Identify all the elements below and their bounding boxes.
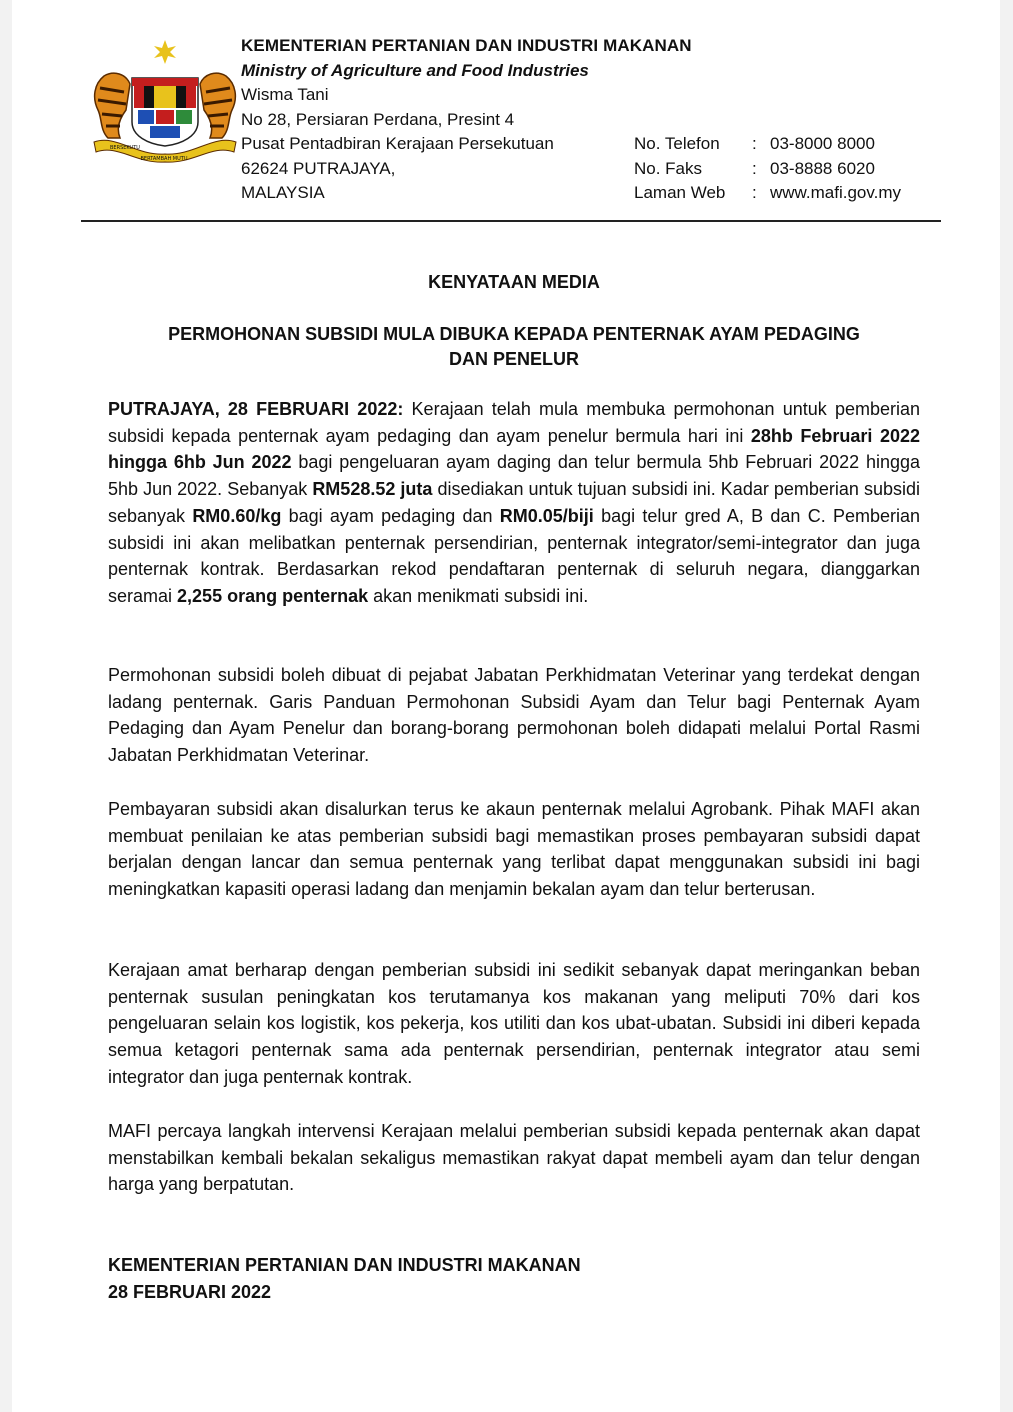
bold-amount: RM528.52 juta [312, 479, 433, 500]
document-title [108, 322, 920, 372]
address-line: Pusat Pentadbiran Kerajaan Persekutuan [241, 134, 554, 153]
paragraph-2 [108, 662, 920, 769]
contact-value: www.mafi.gov.my [770, 183, 901, 202]
contact-value: 03-8000 8000 [770, 134, 875, 153]
text-run: bagi telur gred A, B dan C. Pemberian subsidi ini akan melibatkan penternak persendirian, penternak integrator/semi-integrator dan juga penternak kontrak. Berdasarkan rekod pendaftaran penternak di seluruh negara, dianggarkan seramai [108, 505, 920, 606]
document-page [12, 0, 1000, 1412]
contact-label: No. Faks [634, 158, 703, 178]
address-line: Wisma Tani [241, 85, 329, 104]
contact-website [634, 181, 901, 206]
ministry-name-english: Ministry of Agriculture and Food Industries [241, 60, 589, 80]
contact-label: Laman Web [634, 183, 726, 202]
contact-fax [634, 157, 901, 182]
text-run: disediakan untuk tujuan subsidi ini. Kadar pemberian subsidi sebanyak [108, 479, 920, 526]
text-run: akan menikmati subsidi ini. [368, 585, 589, 606]
dateline: PUTRAJAYA, 28 FEBRUARI 2022: [108, 399, 404, 419]
bold-rate-chicken: RM0.60/kg [192, 505, 282, 526]
bold-rate-egg: RM0.05/biji [499, 505, 594, 526]
signoff [108, 1252, 581, 1306]
contact-separator: : [752, 183, 757, 202]
contact-value: 03-8888 6020 [770, 158, 875, 178]
contact-label: No. Telefon [634, 134, 720, 153]
paragraph-text: Pembayaran subsidi akan disalurkan terus ke akaun penternak melalui Agrobank. Pihak MAFI akan membuat penilaian ke atas pemberian subsidi bagi memastikan proses pembayaran subsidi dapat berjalan dengan lancar dan semua penternak yang terlibat dapat menggunakan subsidi ini bagi meningkatkan kapasiti operasi ladang dan menjamin bekalan ayam dan telur berterusan. [108, 799, 920, 900]
contact-separator: : [752, 158, 757, 178]
title-line: DAN PENELUR [448, 349, 579, 369]
header-divider [81, 220, 941, 222]
text-run: bagi pengeluaran ayam daging dan telur bermula 5hb Februari 2022 hingga 5hb Jun 2022. Sebanyak [108, 452, 920, 500]
contact-separator: : [752, 134, 757, 153]
paragraph-1 [108, 396, 920, 610]
signoff-org: KEMENTERIAN PERTANIAN DAN INDUSTRI MAKANAN [108, 1255, 581, 1275]
address-line: 62624 PUTRAJAYA, [241, 158, 396, 178]
paragraph-text: MAFI percaya langkah intervensi Kerajaan melalui pemberian subsidi kepada penternak akan dapat menstabilkan kembali bekalan sekaligus memastikan rakyat dapat membeli ayam dan telur dengan harga yang berpatutan. [108, 1121, 920, 1195]
crest-motto-left: BERSEKUTU [110, 145, 140, 151]
paragraph-text: Kerajaan amat berharap dengan pemberian subsidi ini sedikit sebanyak dapat meringankan beban penternak susulan peningkatan kos terutamanya kos makanan yang meliputi 70% dari kos pengeluaran selain kos logistik, kos pekerja, kos utiliti dan kos ubat-ubatan. Subsidi ini diberi kepada semua ketagori penternak sama ada penternak persendirian, penternak integrator atau semi integrator dan juga penternak kontrak. [108, 960, 920, 1087]
coat-of-arms-icon [86, 38, 244, 166]
paragraph-3 [108, 796, 920, 903]
bold-farmer-count: 2,255 orang penternak [177, 585, 369, 606]
paragraph-5 [108, 1118, 920, 1198]
paragraph-text: Permohonan subsidi boleh dibuat di pejabat Jabatan Perkhidmatan Veterinar yang terdekat dengan ladang penternak. Garis Panduan Permohonan Subsidi Ayam dan Telur bagi Penternak Ayam Pedaging dan Ayam Penelur dan borang-borang permohonan boleh didapati melalui Portal Rasmi Jabatan Perkhidmatan Veterinar. [108, 665, 920, 766]
contact-block [634, 132, 901, 206]
contact-phone [634, 132, 901, 157]
address-line: MALAYSIA [241, 183, 325, 202]
bold-date-range: 28hb Februari 2022 hingga 6hb Jun 2022 [108, 425, 920, 473]
letterhead [241, 34, 692, 206]
text-run: bagi ayam pedaging dan [281, 505, 500, 526]
address-line: No 28, Persiaran Perdana, Presint 4 [241, 109, 515, 129]
document-type: KENYATAAN MEDIA [428, 272, 600, 292]
paragraph-4 [108, 957, 920, 1091]
title-line: PERMOHONAN SUBSIDI MULA DIBUKA KEPADA PENTERNAK AYAM PEDAGING [168, 324, 860, 344]
text-run: Kerajaan telah mula membuka permohonan untuk pemberian subsidi kepada penternak ayam pedaging dan ayam penelur bermula hari ini [108, 399, 921, 446]
crest-motto-center: BERTAMBAH MUTU [140, 156, 188, 162]
ministry-name: KEMENTERIAN PERTANIAN DAN INDUSTRI MAKANAN [241, 36, 692, 55]
signoff-date: 28 FEBRUARI 2022 [108, 1282, 272, 1302]
